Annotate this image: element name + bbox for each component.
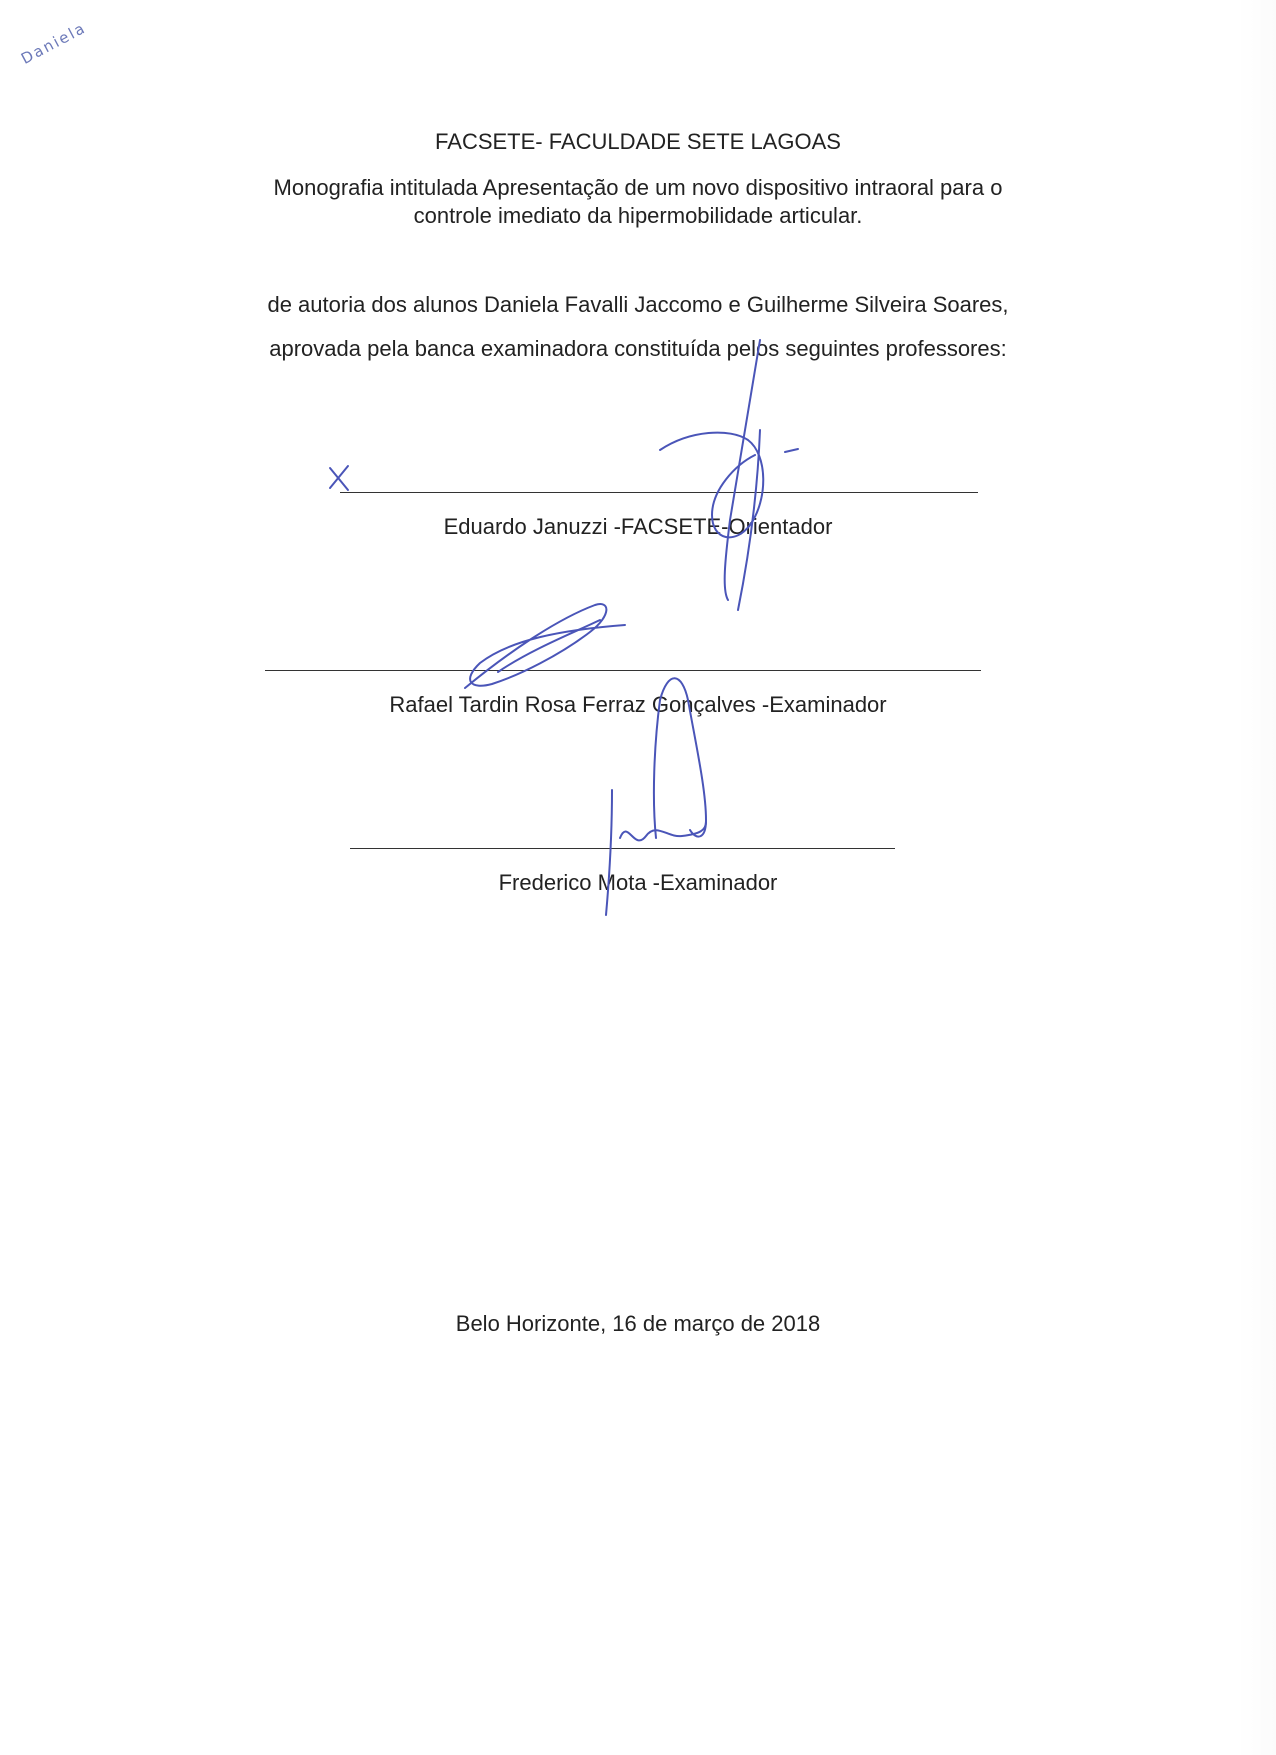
monograph-title-line-1: Monografia intitulada Apresentação de um novo dispositivo intraoral para o: [273, 175, 1003, 200]
x-mark-icon: [330, 466, 348, 490]
signature-line-orientador: [340, 492, 978, 493]
margin-annotation: Daniela: [18, 18, 90, 68]
authorship-line-1: de autoria dos alunos Daniela Favalli Jaccomo e Guilherme Silveira Soares,: [267, 292, 1009, 317]
institution-heading: FACSETE- FACULDADE SETE LAGOAS: [435, 129, 841, 154]
signature-2-icon: [465, 604, 625, 688]
monograph-title-line-2: controle imediato da hipermobilidade articular.: [413, 203, 863, 228]
signature-1-icon: [660, 340, 798, 610]
signature-line-examinador-1: [265, 670, 981, 671]
signatory-name-examinador-2: Frederico Mota -Examinador: [498, 870, 778, 895]
authorship-line-2: aprovada pela banca examinadora constituída pelos seguintes professores:: [269, 336, 1007, 361]
signatory-name-examinador-1: Rafael Tardin Rosa Ferraz Gonçalves -Examinador: [389, 692, 887, 717]
signature-line-examinador-2: [350, 848, 895, 849]
signatory-name-orientador: Eduardo Januzzi -FACSETE-Orientador: [443, 514, 833, 539]
place-and-date: Belo Horizonte, 16 de março de 2018: [455, 1311, 821, 1336]
